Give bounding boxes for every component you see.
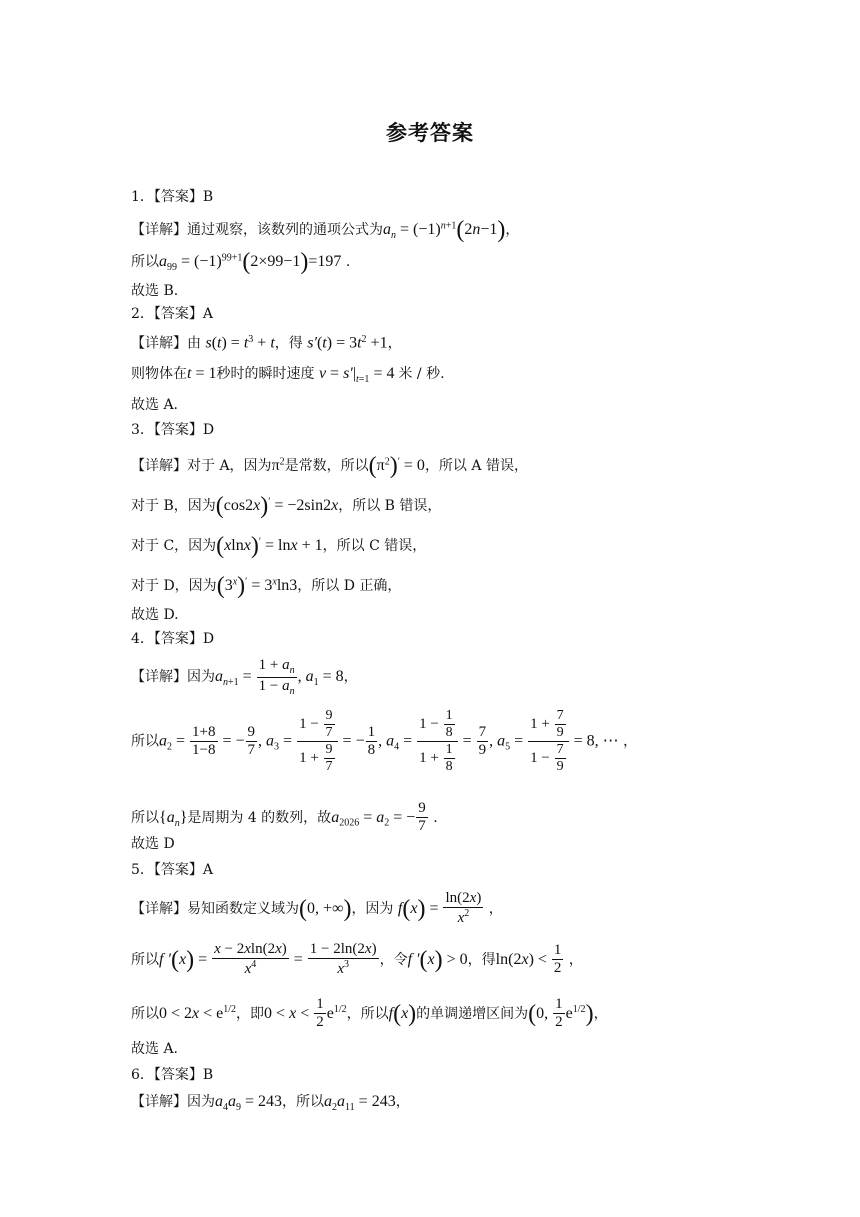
q3-conclusion: 故选 D. [131, 607, 179, 623]
q5-detail-1: 【详解】易知函数定义域为(0, +∞)，因为 f(x) = $\frac{\ln(2x)}{x^2}$ ， [131, 890, 503, 927]
q5-detail-3-mid3: 的单调递增区间为 [416, 1005, 529, 1022]
q2-detail-2: 则物体在t = 1秒时的瞬时速度 $v = s'|_{t=1} = 4$ 米 / 秒. [131, 365, 445, 385]
q5-detail-3: 所以$0 < 2x < e^{1/2}$，即0 < x < $\frac{1}{2}$ $e^{1/2}$，所以f(x)的单调递增区间为(0, $\frac{1}{2}$ $e^{1/2}$)， [131, 996, 608, 1031]
q2-answer: 2．【答案】A [131, 306, 214, 322]
q4-detail-1: 【详解】因为$a_{n+1}$ = $\frac{1 + a_n}{1 - a_n}$ , $a_1 = 8$， [131, 657, 358, 697]
q3-detail-b-text: 对于 B，因为 [131, 498, 216, 514]
q5-detail-1-mid: ，因为 [351, 900, 394, 917]
q4-detail-2: 所以$a_2$ = $\frac{1+8}{1-8}$ = − $\frac{9}{7}$ , $a_3$ = 1 − $\frac{9}{7}$ 1 + $\frac{9}{7}$ = − $\frac{1}{8}$ , $a_4$ = 1 − $\frac{1}{8}$ 1 + $\frac{1}{8}$ = $\frac{7}{9}$ , $a_5$ = 1 + $\frac{7}{9}$ 1 − $\frac{7}{9}$ = 8, ⋯ ， [131, 708, 638, 775]
q5-conclusion: 故选 A. [131, 1041, 179, 1057]
q5-detail-2-mid2: ，得 [467, 951, 496, 968]
q4-conclusion: 故选 D [131, 836, 175, 852]
page-title: 参考答案 [386, 121, 474, 145]
q5-detail-2: 所以f ′(x) = $\frac{x - 2xln(2x)}{x^4}$ = $\frac{1 - 2\ln(2x)}{x^3}$ ，令f ′(x) > 0，得ln(2x) < $\frac{1}{2}$ ， [131, 941, 583, 978]
q5-detail-1-text: 【详解】易知函数定义域为 [131, 900, 299, 917]
q3-detail-b: 对于 B，因为(cos2x)′ = −2sin2x，所以 B 错误， [131, 493, 442, 519]
q2-detail-1: 【详解】由 $s(t) = t^3 + t$，得 $s'(t) = 3t^2 +1$， [131, 334, 402, 352]
q4-answer: 4．【答案】D [131, 631, 215, 647]
q4-detail-1-text: 【详解】因为 [131, 669, 215, 685]
q1-answer: 1．【答案】B [131, 189, 214, 205]
q3-detail-c-text: 对于 C，因为 [131, 538, 217, 554]
q3-detail-a-mid: 是常数，所以 [284, 458, 369, 474]
q4-detail-2-text: 所以 [131, 733, 159, 750]
q3-detail-a: 【详解】对于 A，因为$\pi^2$是常数，所以$(\pi^2)' = 0$，所以 A 错误， [131, 453, 528, 479]
q2-detail-1-text: 【详解】由 [131, 335, 201, 352]
q5-detail-3-text: 所以 [131, 1005, 159, 1022]
q6-answer: 6．【答案】B [131, 1067, 214, 1083]
q2-detail-1-mid: ，得 [274, 335, 303, 352]
q3-detail-a-post: ，所以 A 错误， [424, 458, 528, 474]
q3-detail-a-text: 【详解】对于 A，因为 [131, 458, 272, 474]
q3-answer: 3．【答案】D [131, 422, 215, 438]
q2-detail-2-text: 则物体在 [131, 366, 187, 382]
q3-detail-b-post: ，所以 B 错误， [338, 498, 442, 514]
q4-detail-3: 所以$\{a_n\}$是周期为 4 的数列，故$a_{2026} = a_2$ = − $\frac{9}{7}$ . [131, 800, 438, 835]
q3-detail-c: 对于 C，因为(xlnx)′ = lnx + 1，所以 C 错误， [131, 533, 427, 559]
q1-conclusion: 故选 B. [131, 283, 179, 299]
q3-detail-d: 对于 D，因为$(3^x)' = 3^x\ln 3$，所以 D 正确， [131, 573, 402, 599]
q3-detail-c-post: ，所以 C 错误， [322, 538, 427, 554]
q2-detail-2-post: 米 / 秒. [398, 366, 445, 382]
q3-detail-d-text: 对于 D，因为 [131, 578, 217, 594]
q6-detail-1: 【详解】因为$a_4a_9 = 243$，所以$a_2a_{11} = 243$， [131, 1093, 410, 1113]
q2-conclusion: 故选 A. [131, 397, 179, 413]
q1-detail-2: 所以$a_{99} = (-1)^{99+1}(2\times 99-1)=197$ . [131, 249, 351, 275]
q2-detail-2-mid: 秒时的瞬时速度 [216, 366, 315, 382]
q4-detail-3-text: 所以 [131, 809, 159, 826]
q5-detail-3-mid2: ，所以 [346, 1005, 389, 1022]
q5-detail-3-mid: ，即 [236, 1005, 265, 1022]
q6-detail-1-text: 【详解】因为 [131, 1094, 215, 1110]
q6-detail-1-mid: ，所以 [282, 1094, 325, 1110]
q1-detail-2-text: 所以 [131, 254, 159, 270]
q1-detail-1: 【详解】通过观察，该数列的通项公式为$a_n = (-1)^{n+1}(2n-1)$， [131, 217, 520, 243]
q3-detail-d-post: ，所以 D 正确， [297, 578, 402, 594]
q4-detail-3-mid: 是周期为 4 的数列，故 [187, 809, 332, 826]
q1-detail-1-text: 【详解】通过观察，该数列的通项公式为 [131, 222, 383, 238]
q5-detail-2-text: 所以 [131, 951, 159, 968]
q5-detail-2-mid: ，令 [379, 951, 408, 968]
q5-answer: 5．【答案】A [131, 862, 214, 878]
